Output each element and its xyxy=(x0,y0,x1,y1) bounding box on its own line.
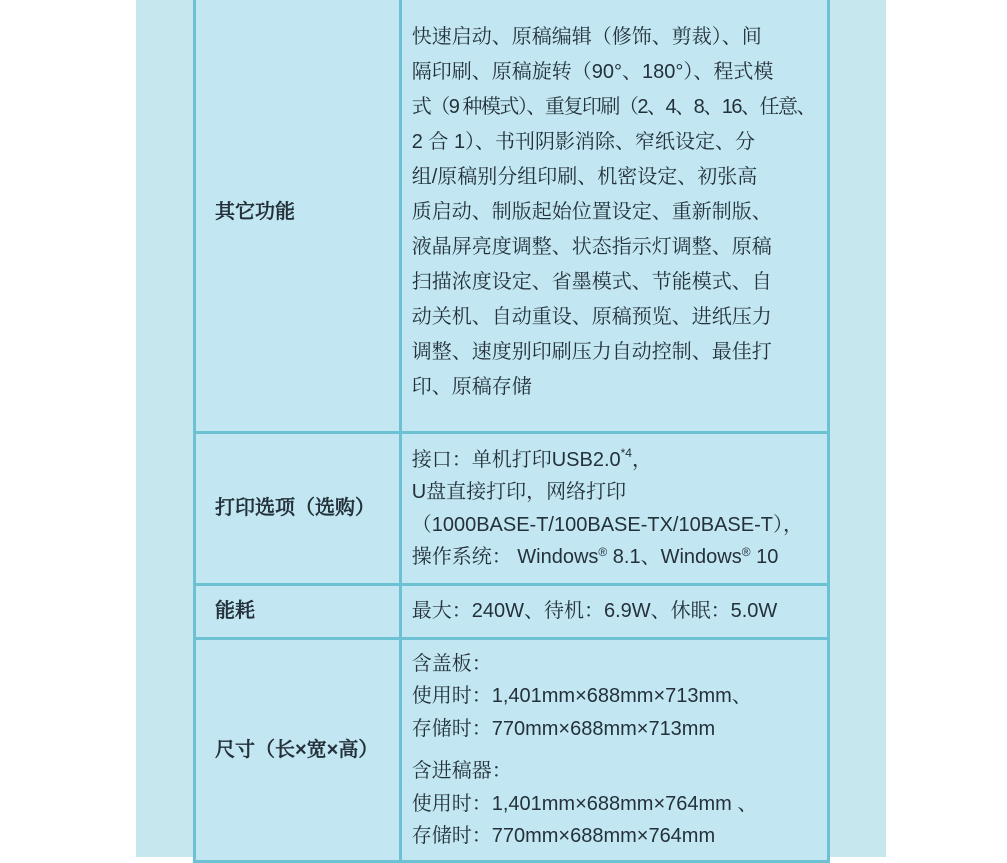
text-line: 组/原稿别分组印刷、机密设定、初张高 xyxy=(411,165,758,188)
text-line: 快速启动、原稿编辑（修饰、剪裁）、间 xyxy=(411,25,762,48)
power-value: 最大：240W、待机：6.9W、休眠：5.0W xyxy=(411,600,778,622)
row-label-power: 能耗 xyxy=(195,585,401,639)
cover-heading: 含盖板： xyxy=(411,652,492,675)
os-tail: 10 xyxy=(750,546,779,568)
text-line: 2 合 1）、书刊阴影消除、窄纸设定、分 xyxy=(411,130,756,153)
row-value-other-functions xyxy=(400,0,828,433)
table-row-other-functions xyxy=(195,0,829,433)
feeder-in-use: 使用时：1,401mm×688mm×764mm 、 xyxy=(411,792,758,815)
interface-tail: ， xyxy=(631,448,652,471)
text-line: 扫描浓度设定、省墨模式、节能模式、自 xyxy=(411,270,772,293)
table-row-dimensions xyxy=(195,639,829,862)
text-line: 式（9 种模式）、重复印刷（2、4、8、16、任意、 xyxy=(411,95,815,118)
registered-mark: ® xyxy=(741,545,751,559)
text-line: 质启动、制版起始位置设定、重新制版、 xyxy=(411,200,772,223)
spec-table xyxy=(193,0,830,863)
text-line: 动关机、自动重设、原稿预览、进纸压力 xyxy=(411,305,772,328)
spacer xyxy=(412,745,815,755)
cover-storage: 存储时：770mm×688mm×713mm xyxy=(411,717,716,740)
feeder-heading: 含进稿器： xyxy=(411,760,512,782)
row-value-power xyxy=(400,585,828,639)
row-label-print-options: 打印选项（选购） xyxy=(195,433,401,585)
interface-text: 接口：单机打印USB2.0 xyxy=(411,448,621,471)
row-value-print-options xyxy=(400,433,828,585)
footnote-marker: *4 xyxy=(620,445,632,460)
text-line: 调整、速度别印刷压力自动控制、最佳打 xyxy=(411,340,772,363)
text-line: 印、原稿存储 xyxy=(411,375,532,398)
feeder-storage: 存储时：770mm×688mm×764mm xyxy=(411,825,716,847)
network-standards-line: （1000BASE-T/100BASE-TX/10BASE-T）， xyxy=(411,513,803,536)
table-row-print-options xyxy=(195,433,829,585)
cover-in-use: 使用时：1,401mm×688mm×713mm、 xyxy=(411,685,752,707)
row-label-dimensions: 尺寸（长×宽×高） xyxy=(195,639,401,862)
row-label-other-functions: 其它功能 xyxy=(195,0,401,433)
row-value-dimensions xyxy=(400,639,828,862)
os-mid: 8.1、Windows xyxy=(607,546,742,568)
table-row-power xyxy=(195,585,829,639)
os-line xyxy=(412,541,815,574)
interface-line xyxy=(412,444,815,477)
usb-network-line: U盘直接打印，网络打印 xyxy=(411,481,627,503)
text-line: 液晶屏亮度调整、状态指示灯调整、原稿 xyxy=(411,235,772,258)
os-prefix: 操作系统： Windows xyxy=(411,546,599,568)
registered-mark: ® xyxy=(598,545,608,559)
text-line: 隔印刷、原稿旋转（90°、180°）、程式模 xyxy=(411,60,774,83)
